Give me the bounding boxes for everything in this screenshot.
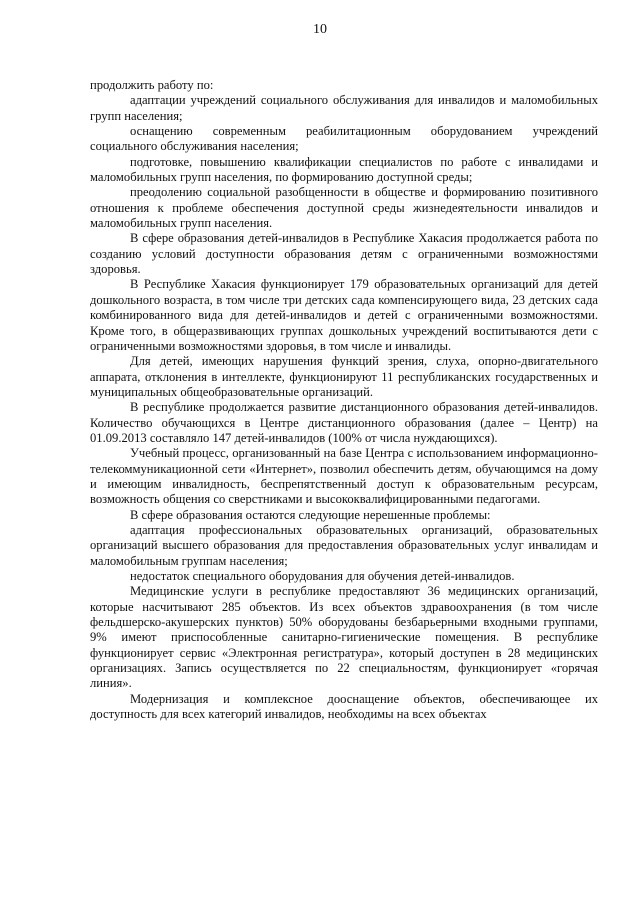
paragraph-list-item: недостаток специального оборудования для обучения детей-инвалидов. <box>130 569 515 583</box>
paragraph: Для детей, имеющих нарушения функций зрения, слуха, опорно-двигательного аппарата, отклонения в интеллекте, функционируют 11 республиканских государственных и муниципальных общеобразовательные организаций. <box>90 354 598 399</box>
paragraph: В республике продолжается развитие дистанционного образования детей-инвалидов. Количество обучающихся в Центре дистанционного образования (далее – Центр) на 01.09.2013 составляло 147 детей-инвалидов (100% от числа нуждающихся). <box>90 400 598 445</box>
paragraph: Медицинские услуги в республике предоставляют 36 медицинских организаций, которые насчитывают 285 объектов. Из всех объектов здравоохранения (в том числе фельдшерско-акушерских пунктов) 50% оборудованы безбарьерными входными группами, 9% имеют приспособленные санитарно-гигиенические помещения. В республике функционирует сервис «Электронная регистратура», который доступен в 28 медицинских организациях. Запись осуществляется по 22 специальностям, функционирует «горячая линия». <box>90 584 598 691</box>
paragraph: В сфере образования детей-инвалидов в Республике Хакасия продолжается работа по созданию условий доступности образования детям с ограниченными возможностями здоровья. <box>90 231 598 277</box>
paragraph: В сфере образования остаются следующие нерешенные проблемы: <box>130 507 491 522</box>
paragraph: Учебный процесс, организованный на базе Центра с использованием информационно-телекоммуникационной сети «Интернет», позволил обеспечить детям, обучающимся на дому и имеющим инвалидность, беспрепятственный доступ к образовательным ресурсам, возможность общения со сверстниками и высококвалифицированными педагогами. <box>90 446 598 507</box>
paragraph-list-item: адаптации учреждений социального обслуживания для инвалидов и маломобильных групп населения; <box>90 93 598 123</box>
paragraph-list-item: преодолению социальной разобщенности в обществе и формированию позитивного отношения к проблеме обеспечения доступной среды жизнедеятельности инвалидов и маломобильных групп населения. <box>90 185 598 231</box>
paragraph-list-item: оснащению современным реабилитационным оборудованием учреждений социального обслуживания населения; <box>90 124 598 154</box>
page-number: 10 <box>313 22 327 37</box>
document-body <box>90 78 598 722</box>
paragraph-intro: продолжить работу по: <box>90 78 214 92</box>
paragraph-list-item: подготовке, повышению квалификации специалистов по работе с инвалидами и маломобильных групп населения, по формированию доступной среды; <box>90 154 598 185</box>
paragraph: В Республике Хакасия функционирует 179 образовательных организаций для детей дошкольного возраста, в том числе три детских сада компенсирующего вида, 23 детских сада комбинированного вида для детей-инвалидов и детей с ограниченными возможностями. Кроме того, в общеразвивающих группах дошкольных учреждений воспитываются дети с ограниченными возможностями здоровья, в том числе и инвалиды. <box>90 277 598 353</box>
paragraph-list-item: адаптация профессиональных образовательных организаций, образовательных организаций высшего образования для предоставления образовательных услуг инвалидам и маломобильным группам населения; <box>90 522 598 568</box>
paragraph: Модернизация и комплексное дооснащение объектов, обеспечивающее их доступность для всех категорий инвалидов, необходимы на всех объектах <box>90 691 598 722</box>
